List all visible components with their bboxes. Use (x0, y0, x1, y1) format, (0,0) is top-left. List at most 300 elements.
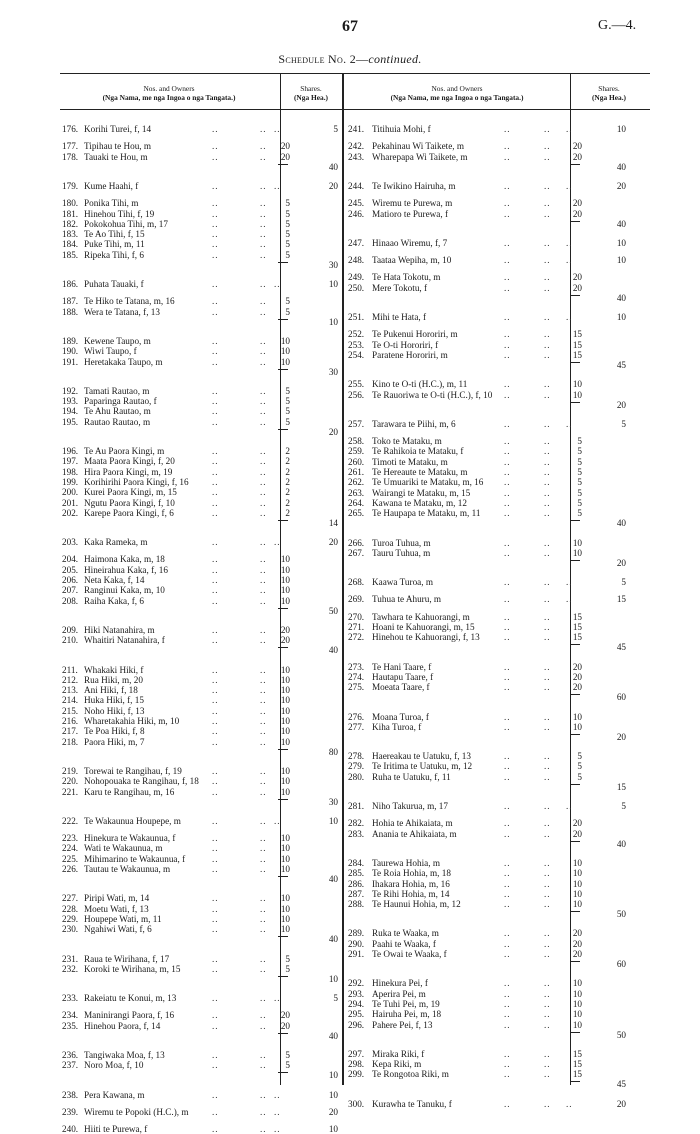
share-value: 5 (285, 1060, 290, 1071)
owners-header-line1: Nos. and Owners (143, 84, 195, 93)
share-value: 10 (280, 595, 290, 606)
leader-dots: .. (504, 857, 511, 868)
owner-entry: 204. (62, 554, 79, 565)
leader-dots: .. (260, 726, 267, 737)
owner-entry: 177. (62, 141, 79, 152)
leader-dots: .. (260, 1050, 267, 1060)
leader-dots: .. (260, 953, 267, 964)
owner-name: Tarawara te Piihi, m, 6 (372, 418, 456, 429)
owner-entry: 186. (62, 279, 79, 289)
leader-dots: .. (260, 296, 267, 307)
owner-name: Hautapu Taare, f (372, 671, 434, 682)
share-value: 10 (280, 843, 290, 854)
share-total: 40 (328, 934, 338, 945)
share-value: 10 (280, 833, 290, 844)
leader-dots: .. (566, 594, 573, 605)
table-row (62, 198, 278, 208)
owner-entry: 277. (348, 721, 365, 732)
leader-dots: .. (566, 237, 573, 248)
share-value: 10 (572, 721, 582, 732)
owner-name: Korihi Turei, f, 14 (84, 124, 152, 134)
leader-dots: .. (212, 913, 219, 924)
owner-entry: 203. (62, 537, 79, 548)
owner-name: Toko te Mataku, m (372, 436, 442, 447)
table-row (348, 152, 568, 162)
owner-entry: 252. (348, 329, 365, 340)
table-row (62, 386, 278, 396)
leader-dots: .. (212, 765, 219, 776)
table-row (348, 612, 568, 622)
leader-dots: .. (260, 306, 267, 317)
owner-name: Ruka te Waaka, m (372, 928, 439, 939)
table-row (62, 726, 278, 736)
leader-dots: .. (504, 312, 511, 322)
table-row (62, 585, 278, 595)
shares-header-line1: Shares. (300, 84, 322, 93)
share-value: 10 (280, 903, 290, 914)
owner-name: Te Haupapa te Mataku, m, 11 (372, 508, 481, 519)
owner-entry: 213. (62, 685, 79, 696)
leader-dots: .. (504, 1059, 511, 1070)
table-row (62, 406, 278, 416)
table-row (62, 181, 278, 191)
owner-entry: 237. (62, 1060, 79, 1071)
owner-name: Puhata Tauaki, f (84, 279, 144, 289)
table-row (348, 340, 568, 350)
leader-dots: .. (212, 356, 219, 367)
owner-entry: 193. (62, 396, 79, 407)
subtotal-rule (570, 295, 580, 296)
owner-entry: 262. (348, 477, 365, 488)
owner-entry: 259. (348, 446, 365, 457)
owner-name: Hinaao Wiremu, f, 7 (372, 237, 448, 248)
owner-name: Pokokohua Tihi, m, 17 (84, 218, 168, 229)
owner-name: Kurei Paora Kingi, m, 15 (84, 487, 177, 498)
owner-name: Hiki Natanahira, m (84, 624, 155, 635)
owner-name: Torewai te Rangihau, f, 19 (84, 765, 182, 776)
share-value: 5 (577, 436, 582, 447)
leader-dots: .. (212, 736, 219, 747)
leader-dots: .. (504, 379, 511, 390)
leader-dots: .. (260, 554, 267, 565)
table-row (62, 565, 278, 575)
share-value: 10 (280, 356, 290, 367)
share-value: 20 (280, 141, 290, 152)
owner-entry: 299. (348, 1069, 365, 1080)
share-value: 5 (577, 487, 582, 498)
share-total: 40 (616, 218, 626, 229)
share-total: 15 (616, 594, 626, 605)
leader-dots: .. (504, 547, 511, 558)
share-value: 10 (572, 1019, 582, 1030)
share-total: 60 (616, 692, 626, 703)
page-reference: G.—4. (598, 18, 637, 33)
leader-dots: .. (260, 218, 267, 229)
leader-dots: .. (260, 1060, 267, 1071)
leader-dots: .. (260, 1020, 267, 1031)
table-row (348, 632, 568, 642)
leader-dots: .. (212, 953, 219, 964)
owner-entry: 271. (348, 622, 365, 632)
table-row (348, 899, 568, 909)
leader-dots: .. (260, 903, 267, 914)
share-value: 5 (285, 198, 290, 209)
leader-dots: .. (274, 1124, 281, 1134)
share-value: 15 (572, 329, 582, 340)
share-value: 10 (572, 547, 582, 558)
owner-entry: 206. (62, 575, 79, 585)
table-row (62, 1021, 278, 1031)
subtotal-rule (278, 647, 288, 648)
table-row (348, 1020, 568, 1030)
leader-dots: .. (212, 685, 219, 696)
owner-name: Rua Hiki, m, 20 (84, 674, 143, 685)
leader-dots: .. (260, 335, 267, 346)
owner-name: Noho Hiki, f, 13 (84, 705, 145, 716)
subtotal-rule (278, 976, 288, 977)
leader-dots: .. (212, 1124, 219, 1134)
leader-dots: .. (504, 721, 511, 732)
owner-name: Mihi te Hata, f (372, 312, 427, 322)
share-value: 20 (572, 282, 582, 293)
share-value: 10 (572, 857, 582, 868)
owner-name: Te Hani Taare, f (372, 661, 432, 672)
owner-entry: 195. (62, 416, 79, 427)
owner-entry: 231. (62, 953, 79, 964)
table-row (62, 766, 278, 776)
leader-dots: .. (274, 180, 281, 191)
leader-dots: .. (212, 595, 219, 606)
table-row (62, 446, 278, 456)
leader-dots: .. (544, 818, 551, 829)
table-row (348, 124, 568, 134)
leader-dots: .. (260, 279, 267, 289)
leader-dots: .. (212, 786, 219, 797)
share-value: 10 (572, 978, 582, 989)
leader-dots: .. (212, 1050, 219, 1060)
table-row (62, 279, 278, 289)
owner-name: Hinekura Pei, f (372, 978, 428, 989)
owner-name: Puke Tihi, m, 11 (84, 239, 145, 250)
table-row (348, 1049, 568, 1059)
owner-name: Te Pukenui Hororiri, m (372, 329, 458, 340)
leader-dots: .. (260, 716, 267, 726)
owner-name: Taataa Wepiha, m, 10 (372, 255, 452, 266)
leader-dots: .. (274, 537, 281, 548)
share-total: 40 (616, 838, 626, 849)
owner-name: Paora Hiki, m, 7 (84, 736, 145, 747)
owner-name: Te Tuhi Pei, m, 19 (372, 998, 440, 1009)
leader-dots: .. (212, 853, 219, 864)
share-value: 5 (285, 208, 290, 219)
owner-name: Te Owai te Waaka, f (372, 949, 447, 959)
share-total: 40 (616, 161, 626, 172)
owner-entry: 196. (62, 446, 79, 456)
owner-name: Kepa Riki, m (372, 1059, 422, 1070)
owner-name: Te Rihi Hohia, m, 14 (372, 888, 450, 899)
owner-entry: 294. (348, 998, 365, 1009)
share-total: 50 (616, 1029, 626, 1040)
leader-dots: .. (544, 477, 551, 488)
share-value: 20 (572, 208, 582, 219)
owner-name: Ripeka Tihi, f, 6 (84, 249, 144, 260)
leader-dots: .. (544, 389, 551, 400)
leader-dots: .. (212, 141, 219, 152)
share-value: 5 (577, 456, 582, 467)
table-row (348, 255, 568, 265)
leader-dots: .. (504, 888, 511, 899)
share-value: 10 (572, 537, 582, 548)
share-value: 10 (280, 913, 290, 924)
leader-dots: .. (504, 282, 511, 293)
share-value: 2 (285, 466, 290, 477)
table-row (348, 488, 568, 498)
owner-name: Te Poa Hiki, f, 8 (84, 726, 145, 737)
leader-dots: .. (260, 466, 267, 477)
table-row (62, 787, 278, 797)
table-row (62, 336, 278, 346)
owner-name: Te Hata Tokotu, m (372, 272, 441, 283)
leader-dots: .. (212, 476, 219, 487)
owner-entry: 268. (348, 577, 365, 588)
leader-dots: .. (274, 993, 281, 1004)
table-row (62, 1107, 278, 1117)
owner-name: Wairangi te Mataku, m, 15 (372, 487, 471, 498)
leader-dots: .. (260, 815, 267, 826)
owner-entry: 297. (348, 1048, 365, 1059)
owner-name: Tauaki te Hou, m (84, 151, 148, 162)
owner-name: Miraka Riki, f (372, 1048, 425, 1059)
table-row (62, 864, 278, 874)
leader-dots: .. (212, 385, 219, 396)
owner-name: Maata Paora Kingi, f, 20 (84, 456, 175, 467)
leader-dots: .. (504, 671, 511, 682)
table-row (348, 238, 568, 248)
table-row (348, 989, 568, 999)
owner-entry: 257. (348, 418, 365, 429)
owner-name: Anania te Ahikaiata, m (372, 828, 457, 839)
share-value: 5 (285, 1050, 290, 1060)
owner-name: Kino te O-ti (H.C.), m, 11 (372, 379, 468, 390)
owner-name: Te Iritima te Uatuku, m, 12 (372, 761, 473, 772)
leader-dots: .. (544, 928, 551, 939)
leader-dots: .. (504, 988, 511, 999)
leader-dots: .. (212, 507, 219, 518)
owner-entry: 288. (348, 899, 365, 910)
leader-dots: .. (544, 1019, 551, 1030)
leader-dots: .. (544, 418, 551, 429)
leader-dots: .. (504, 828, 511, 839)
leader-dots: .. (260, 664, 267, 675)
leader-dots: .. (566, 418, 573, 429)
owner-entry: 239. (62, 1106, 79, 1117)
schedule-title (0, 52, 700, 67)
owner-name: Te Rauoriwa te O-ti (H.C.), f, 10 (372, 389, 493, 400)
table-row (62, 924, 278, 934)
owner-entry: 205. (62, 564, 79, 575)
owner-name: Te Haunui Hohia, m, 12 (372, 899, 461, 910)
share-value: 15 (572, 1059, 582, 1070)
table-row (348, 879, 568, 889)
owner-entry: 282. (348, 818, 365, 829)
leader-dots: .. (544, 312, 551, 322)
share-value: 5 (285, 296, 290, 307)
right-shares-header (574, 84, 644, 102)
table-row (348, 1069, 568, 1079)
share-total: 10 (328, 815, 338, 826)
share-value: 5 (577, 497, 582, 508)
owner-name: Rakeiatu te Konui, m, 13 (84, 993, 177, 1004)
share-value: 20 (572, 272, 582, 283)
share-value: 15 (572, 622, 582, 632)
table-row (348, 751, 568, 761)
leader-dots: .. (212, 864, 219, 874)
leader-dots: .. (212, 1060, 219, 1071)
leader-dots: .. (260, 1124, 267, 1134)
leader-dots: .. (504, 711, 511, 722)
right-owners-header (348, 84, 566, 102)
owner-entry: 187. (62, 296, 79, 307)
leader-dots: .. (504, 899, 511, 910)
owner-entry: 229. (62, 913, 79, 924)
leader-dots: .. (212, 726, 219, 737)
owner-name: Piripi Wati, m, 14 (84, 893, 150, 904)
owner-name: Moana Turoa, f (372, 711, 429, 722)
leader-dots: .. (260, 765, 267, 776)
share-value: 10 (280, 726, 290, 737)
owner-name: Wiwi Taupo, f (84, 346, 137, 357)
leader-dots: .. (504, 198, 511, 209)
owner-name: Timoti te Mataku, m (372, 456, 448, 467)
leader-dots: .. (544, 1048, 551, 1059)
leader-dots: .. (504, 998, 511, 1009)
owner-name: Kawana te Mataku, m, 12 (372, 497, 467, 508)
share-value: 10 (280, 736, 290, 747)
leader-dots: .. (260, 993, 267, 1004)
share-value: 10 (280, 776, 290, 787)
owner-name: Karu te Rangihau, m, 16 (84, 786, 175, 797)
share-value: 5 (285, 218, 290, 229)
leader-dots: .. (504, 487, 511, 498)
leader-dots: .. (544, 141, 551, 152)
leader-dots: .. (274, 1106, 281, 1117)
leader-dots: .. (260, 924, 267, 935)
table-row (62, 250, 278, 260)
subtotal-rule (570, 164, 580, 165)
owner-entry: 251. (348, 312, 365, 322)
subtotal-rule (570, 644, 580, 645)
owner-name: Wharetakahia Hiki, m, 10 (84, 716, 180, 726)
leader-dots: .. (260, 624, 267, 635)
owner-entry: 182. (62, 218, 79, 229)
leader-dots: .. (544, 1069, 551, 1080)
subtotal-rule (570, 402, 580, 403)
owner-entry: 217. (62, 726, 79, 737)
table-row (62, 219, 278, 229)
owner-entry: 234. (62, 1010, 79, 1021)
table-row (348, 477, 568, 487)
table-row (348, 436, 568, 446)
share-value: 10 (280, 674, 290, 685)
leader-dots: .. (212, 456, 219, 467)
table-row (62, 124, 278, 134)
owner-name: Kurawha te Tanuku, f (372, 1098, 452, 1109)
owner-entry: 216. (62, 716, 79, 726)
share-value: 5 (285, 239, 290, 250)
share-value: 5 (285, 406, 290, 417)
owner-name: Ngahiwi Wati, f, 6 (84, 924, 152, 935)
owner-entry: 220. (62, 776, 79, 787)
leader-dots: .. (260, 695, 267, 706)
owner-entry: 266. (348, 537, 365, 548)
owner-entry: 272. (348, 632, 365, 643)
owner-entry: 218. (62, 736, 79, 747)
owner-name: Hoani te Kahuorangi, m, 15 (372, 622, 475, 632)
leader-dots: .. (260, 786, 267, 797)
share-value: 5 (577, 467, 582, 477)
leader-dots: .. (212, 239, 219, 250)
leader-dots: .. (260, 124, 267, 134)
table-row (62, 635, 278, 645)
share-value: 20 (280, 635, 290, 646)
owner-name: Ihakara Hohia, m, 16 (372, 878, 450, 889)
share-total: 10 (616, 312, 626, 322)
share-value: 15 (572, 1048, 582, 1059)
owner-name: Raua te Wirihana, f, 17 (84, 953, 170, 964)
table-row (62, 141, 278, 151)
leader-dots: .. (212, 843, 219, 854)
leader-dots: .. (504, 938, 511, 949)
share-total: 20 (328, 180, 338, 191)
share-value: 20 (572, 828, 582, 839)
share-value: 10 (572, 878, 582, 889)
leader-dots: .. (504, 418, 511, 429)
table-row (348, 283, 568, 293)
share-total: 45 (616, 1079, 626, 1090)
leader-dots: .. (212, 124, 219, 134)
share-total: 50 (328, 605, 338, 616)
owner-entry: 226. (62, 864, 79, 874)
share-value: 5 (577, 771, 582, 782)
owner-entry: 202. (62, 507, 79, 518)
leader-dots: .. (504, 436, 511, 447)
owner-entry: 281. (348, 801, 365, 811)
table-row (62, 229, 278, 239)
leader-dots: .. (566, 312, 573, 322)
share-total: 50 (616, 909, 626, 920)
leader-dots: .. (260, 585, 267, 596)
share-value: 10 (280, 585, 290, 596)
leader-dots: .. (544, 594, 551, 605)
owner-entry: 264. (348, 497, 365, 508)
subtotal-rule (278, 1033, 288, 1034)
leader-dots: .. (260, 833, 267, 844)
leader-dots: .. (504, 771, 511, 782)
leader-dots: .. (212, 993, 219, 1004)
leader-dots: .. (260, 674, 267, 685)
table-row (348, 594, 568, 604)
owner-entry: 289. (348, 928, 365, 939)
leader-dots: .. (504, 237, 511, 248)
owner-name: Maninirangi Paora, f, 16 (84, 1010, 175, 1021)
share-value: 15 (572, 1069, 582, 1080)
subtotal-rule (278, 369, 288, 370)
owner-name: Paahi te Waaka, f (372, 938, 436, 949)
owner-name: Tautau te Wakaunua, m (84, 864, 171, 874)
leader-dots: .. (566, 180, 573, 191)
leader-dots: .. (260, 416, 267, 427)
leader-dots: .. (504, 151, 511, 162)
